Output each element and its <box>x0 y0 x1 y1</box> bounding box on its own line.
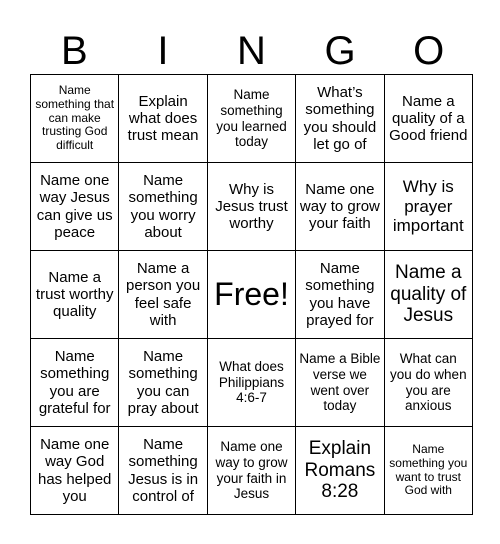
bingo-cell: Name something you are grateful for <box>31 339 119 427</box>
bingo-header <box>30 28 473 74</box>
header-letter-g: G <box>324 29 356 73</box>
bingo-cell: What’s something you should let go of <box>296 75 384 163</box>
bingo-cell: Why is Jesus trust worthy <box>208 163 296 251</box>
bingo-cell: Name something you can pray about <box>119 339 207 427</box>
bingo-cell: Name something you learned today <box>208 75 296 163</box>
bingo-cell: What can you do when you are anxious <box>385 339 473 427</box>
bingo-cell: Name a quality of Jesus <box>385 251 473 339</box>
bingo-cell: What does Philippians 4:6-7 <box>208 339 296 427</box>
bingo-cell: Explain Romans 8:28 <box>296 427 384 515</box>
bingo-cell: Name something you worry about <box>119 163 207 251</box>
bingo-cell: Name one way God has helped you <box>31 427 119 515</box>
bingo-cell: Name a trust worthy quality <box>31 251 119 339</box>
bingo-cell: Name a quality of a Good friend <box>385 75 473 163</box>
bingo-cell: Name something you have prayed for <box>296 251 384 339</box>
bingo-cell: Name one way Jesus can give us peace <box>31 163 119 251</box>
bingo-cell: Name something that can make trusting God difficult <box>31 75 119 163</box>
bingo-cell: Name something Jesus is in control of <box>119 427 207 515</box>
free-space: Free! <box>208 251 296 339</box>
header-letter-i: I <box>157 29 169 73</box>
bingo-cell: Why is prayer important <box>385 163 473 251</box>
header-letter-b: B <box>60 29 88 73</box>
bingo-cell: Name one way to grow your faith <box>296 163 384 251</box>
bingo-cell: Name one way to grow your faith in Jesus <box>208 427 296 515</box>
bingo-cell: Name a person you feel safe with <box>119 251 207 339</box>
header-letter-n: N <box>237 29 266 73</box>
bingo-cell: Name something you want to trust God with <box>385 427 473 515</box>
bingo-cell: Explain what does trust mean <box>119 75 207 163</box>
header-letter-o: O <box>413 29 445 73</box>
bingo-cell: Name a Bible verse we went over today <box>296 339 384 427</box>
bingo-board <box>30 74 473 515</box>
